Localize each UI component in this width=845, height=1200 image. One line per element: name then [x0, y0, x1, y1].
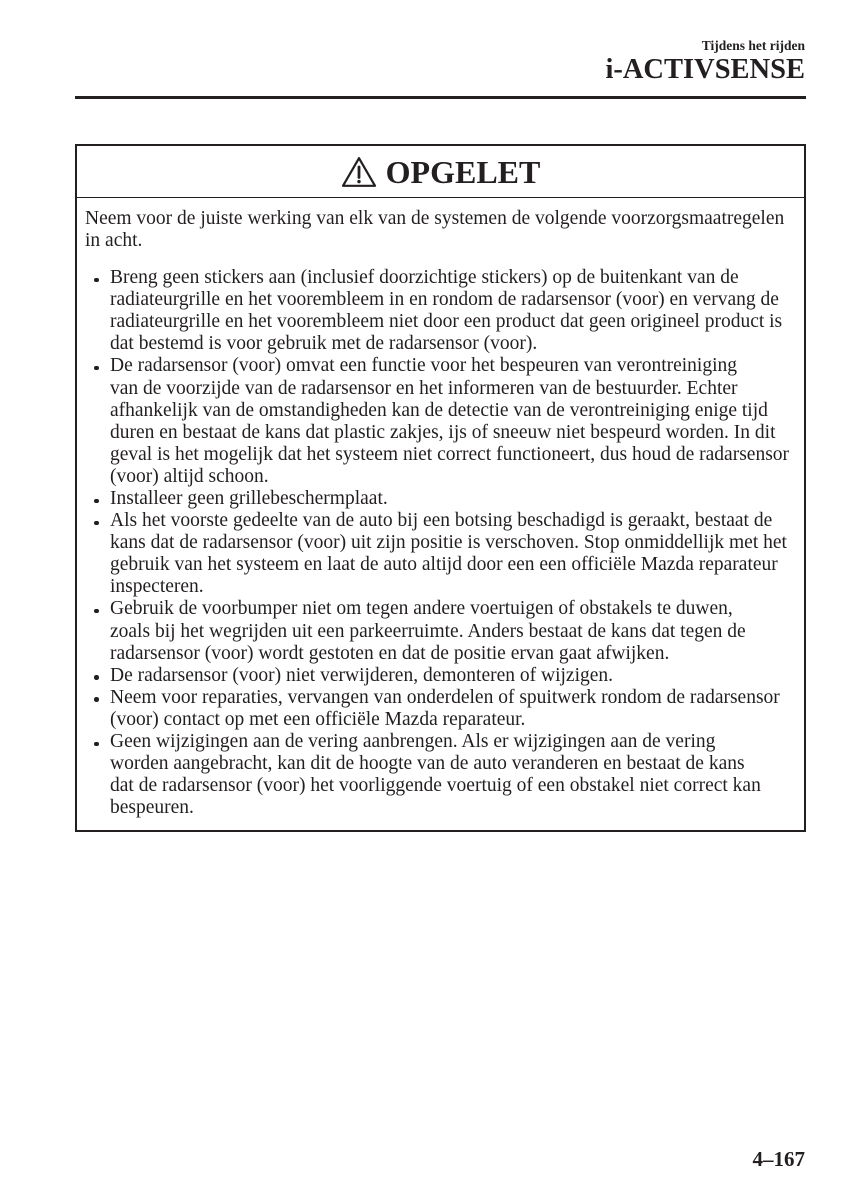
caution-bullet-item	[85, 267, 796, 355]
caution-header	[77, 146, 804, 198]
text-line: Breng geen stickers aan (inclusief doorzichtige stickers) op de buitenkant van de	[110, 267, 739, 289]
text-line: dat bestemd is voor gebruik met de radarsensor (voor).	[110, 333, 538, 355]
text-line: radiateurgrille en het voorembleem in en rondom de radarsensor (voor) en vervang de	[110, 289, 779, 311]
caution-body	[85, 208, 796, 819]
text-line: (voor) contact op met een officiële Mazda reparateur.	[110, 708, 526, 730]
text-line: zoals bij het wegrijden uit een parkeerruimte. Anders bestaat de kans dat tegen de	[110, 620, 746, 642]
chapter-title: i-ACTIVSENSE	[605, 54, 805, 85]
text-line: in acht.	[85, 230, 143, 252]
text-line: inspecteren.	[110, 576, 204, 598]
warning-triangle-icon	[341, 156, 377, 188]
page-number: 4–167	[752, 1147, 805, 1171]
text-line: Installeer geen grillebeschermplaat.	[110, 488, 388, 510]
caution-bullet-item	[85, 598, 796, 664]
text-line: (voor) altijd schoon.	[110, 465, 269, 487]
text-line: geval is het mogelijk dat het systeem niet correct functioneert, dus houd de radarsensor	[110, 443, 790, 465]
bullet-dot	[94, 675, 99, 680]
text-line: kans dat de radarsensor (voor) uit zijn positie is verschoven. Stop onmiddellijk met het	[110, 532, 787, 554]
bullet-dot	[94, 742, 99, 747]
text-line: worden aangebracht, kan dit de hoogte van de auto veranderen en bestaat de kans	[110, 753, 745, 775]
text-line: radiateurgrille en het voorembleem niet door een product dat geen origineel product is	[110, 311, 783, 333]
header-rule	[75, 96, 806, 99]
bullet-dot	[94, 521, 99, 526]
caution-box	[75, 144, 806, 832]
text-line: gebruik van het systeem en laat de auto altijd door een een officiële Mazda reparateur	[110, 554, 778, 576]
caution-intro	[85, 208, 796, 252]
text-line: Als het voorste gedeelte van de auto bij een botsing beschadigd is geraakt, bestaat de	[110, 510, 773, 532]
text-line: Gebruik de voorbumper niet om tegen andere voertuigen of obstakels te duwen,	[110, 598, 733, 620]
caution-bullet-item	[85, 488, 796, 510]
caution-bullet-item	[85, 665, 796, 687]
caution-bullet-item	[85, 510, 796, 598]
text-line: Neem voor reparaties, vervangen van onderdelen of spuitwerk rondom de radarsensor	[110, 686, 780, 708]
text-line: van de voorzijde van de radarsensor en het informeren van de bestuurder. Echter	[110, 377, 738, 399]
bullet-dot	[94, 499, 99, 504]
section-label: Tijdens het rijden	[701, 38, 805, 53]
caution-title: OPGELET	[385, 153, 541, 190]
caution-bullet-item	[85, 355, 796, 488]
caution-bullet-item	[85, 731, 796, 819]
bullet-dot	[94, 697, 99, 702]
caution-list	[85, 267, 796, 819]
text-line: afhankelijk van de omstandigheden kan de detectie van de verontreiniging enige tijd	[110, 399, 768, 421]
text-line: dat de radarsensor (voor) het voorliggende voertuig of een obstakel niet correct kan	[110, 775, 761, 797]
bullet-dot	[94, 609, 99, 614]
text-line: De radarsensor (voor) niet verwijderen, demonteren of wijzigen.	[110, 664, 614, 686]
text-line: De radarsensor (voor) omvat een functie voor het bespeuren van verontreiniging	[110, 355, 738, 377]
bullet-dot	[94, 366, 99, 371]
text-line: bespeuren.	[110, 797, 194, 819]
text-line: Geen wijzigingen aan de vering aanbrengen. Als er wijzigingen aan de vering	[110, 731, 716, 753]
text-line: radarsensor (voor) wordt gestoten en dat de positie ervan gaat afwijken.	[110, 642, 670, 664]
text-line: Neem voor de juiste werking van elk van de systemen de volgende voorzorgsmaatregelen	[85, 208, 785, 229]
caution-bullet-item	[85, 687, 796, 731]
bullet-dot	[94, 278, 99, 283]
text-line: duren en bestaat de kans dat plastic zakjes, ijs of sneeuw niet bespeurd worden. In dit	[110, 421, 776, 443]
